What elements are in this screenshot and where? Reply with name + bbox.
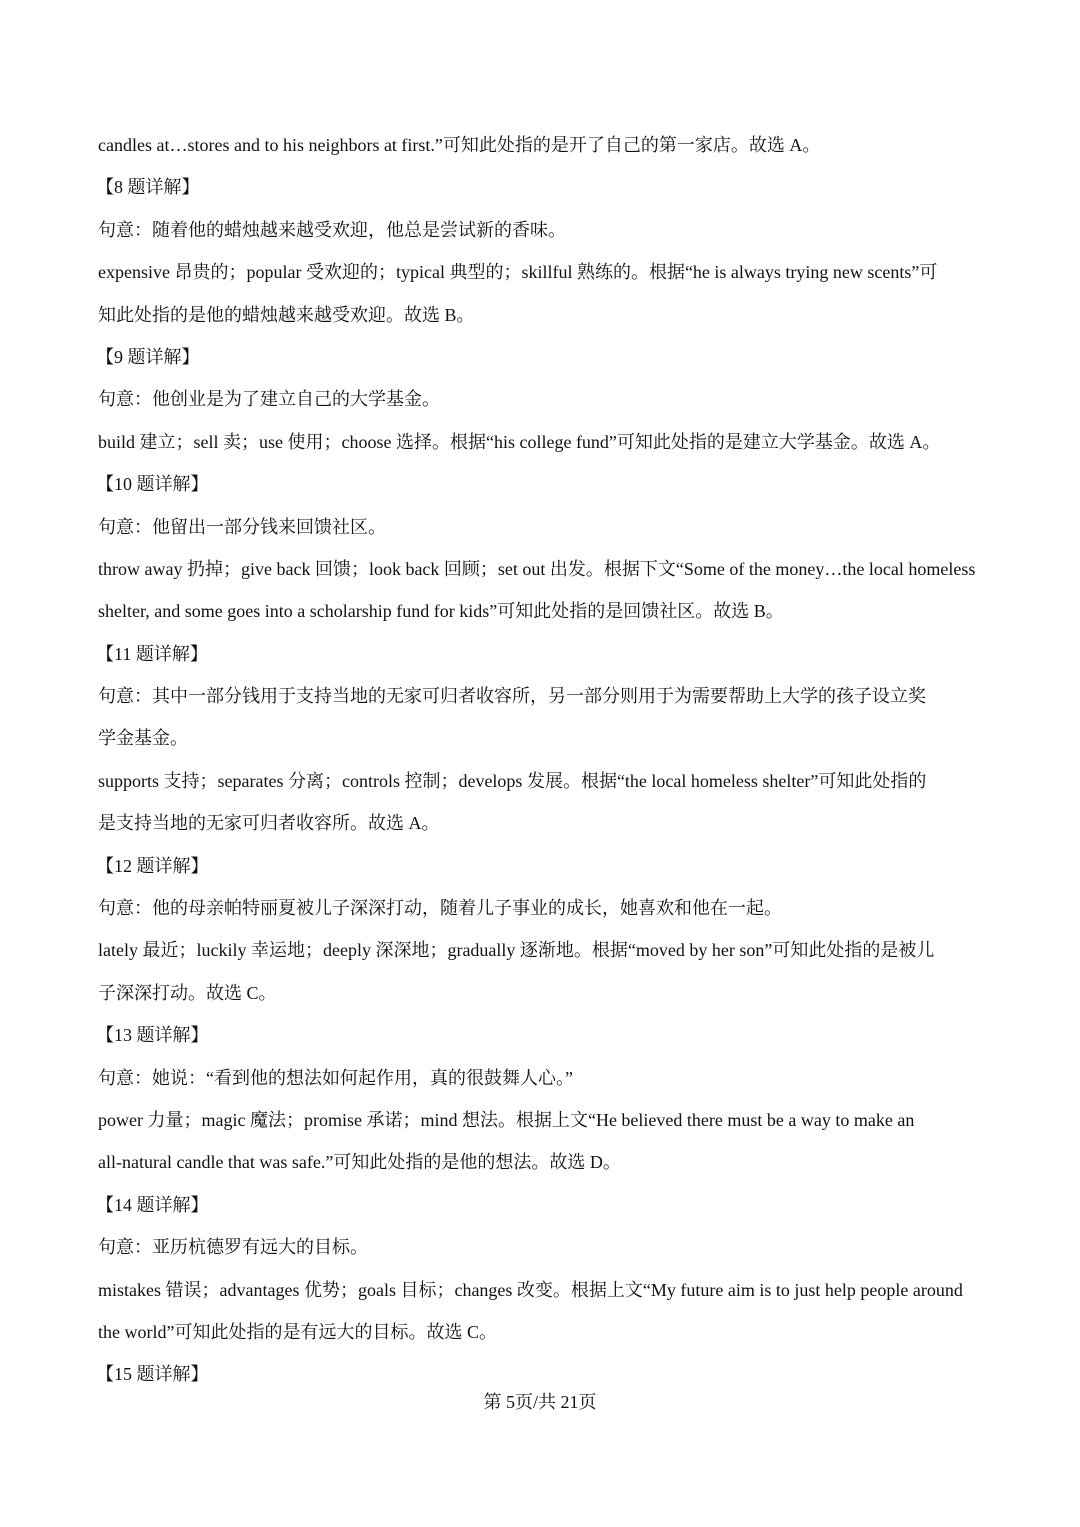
text-line: shelter, and some goes into a scholarship fund for kids”可知此处指的是回馈社区。故选 B。 — [98, 601, 784, 622]
text-line: candles at…stores and to his neighbors at first.”可知此处指的是开了自己的第一家店。故选 A。 — [98, 135, 821, 155]
question-heading-12: 【12 题详解】 — [96, 855, 209, 876]
question-heading-14: 【14 题详解】 — [96, 1194, 209, 1215]
question-heading-15: 【15 题详解】 — [96, 1364, 209, 1385]
text-line: 句意：随着他的蜡烛越来越受欢迎，他总是尝试新的香味。 — [98, 219, 566, 240]
text-line: all-natural candle that was safe.”可知此处指的是他的想法。故选 D。 — [98, 1152, 621, 1173]
page-number: 第 5页/共 21页 — [483, 1392, 597, 1412]
question-heading-9: 【9 题详解】 — [96, 346, 200, 367]
text-line: supports 支持；separates 分离；controls 控制；develops 发展。根据“the local homeless shelter”可知此处指的 — [98, 770, 927, 791]
text-line: 知此处指的是他的蜡烛越来越受欢迎。故选 B。 — [98, 304, 475, 325]
question-heading-11: 【11 题详解】 — [96, 643, 208, 664]
text-line: 句意：他创业是为了建立自己的大学基金。 — [98, 389, 440, 410]
text-line: 句意：他的母亲帕特丽夏被儿子深深打动，随着儿子事业的成长，她喜欢和他在一起。 — [98, 898, 782, 919]
text-line: the world”可知此处指的是有远大的目标。故选 C。 — [98, 1321, 497, 1342]
text-line: power 力量；magic 魔法；promise 承诺；mind 想法。根据上文“He believed there must be a way to make an — [98, 1109, 915, 1130]
text-line: 句意：她说：“看到他的想法如何起作用，真的很鼓舞人心。” — [98, 1067, 573, 1088]
text-line: 句意：他留出一部分钱来回馈社区。 — [98, 516, 386, 537]
text-line: 是支持当地的无家可归者收容所。故选 A。 — [98, 813, 440, 834]
text-line: throw away 扔掉；give back 回馈；look back 回顾；set out 出发。根据下文“Some of the money…the local homeless — [98, 558, 976, 579]
question-heading-10: 【10 题详解】 — [96, 474, 209, 495]
text-line: 句意：其中一部分钱用于支持当地的无家可归者收容所，另一部分则用于为需要帮助上大学的孩子设立奖 — [98, 686, 926, 707]
question-heading-8: 【8 题详解】 — [96, 177, 200, 198]
text-line: build 建立；sell 卖；use 使用；choose 选择。根据“his college fund”可知此处指的是建立大学基金。故选 A。 — [98, 431, 941, 452]
text-line: 子深深打动。故选 C。 — [98, 982, 277, 1003]
text-line: lately 最近；luckily 幸运地；deeply 深深地；gradually 逐渐地。根据“moved by her son”可知此处指的是被儿 — [98, 940, 935, 961]
text-line: mistakes 错误；advantages 优势；goals 目标；changes 改变。根据上文“My future aim is to just help people around — [98, 1279, 963, 1300]
question-heading-13: 【13 题详解】 — [96, 1025, 209, 1046]
text-line: 句意：亚历杭德罗有远大的目标。 — [98, 1237, 368, 1258]
document-body — [98, 124, 986, 1396]
text-line: 学金基金。 — [98, 728, 188, 749]
text-line: expensive 昂贵的；popular 受欢迎的；typical 典型的；skillful 熟练的。根据“he is always trying new scents”可 — [98, 262, 938, 283]
